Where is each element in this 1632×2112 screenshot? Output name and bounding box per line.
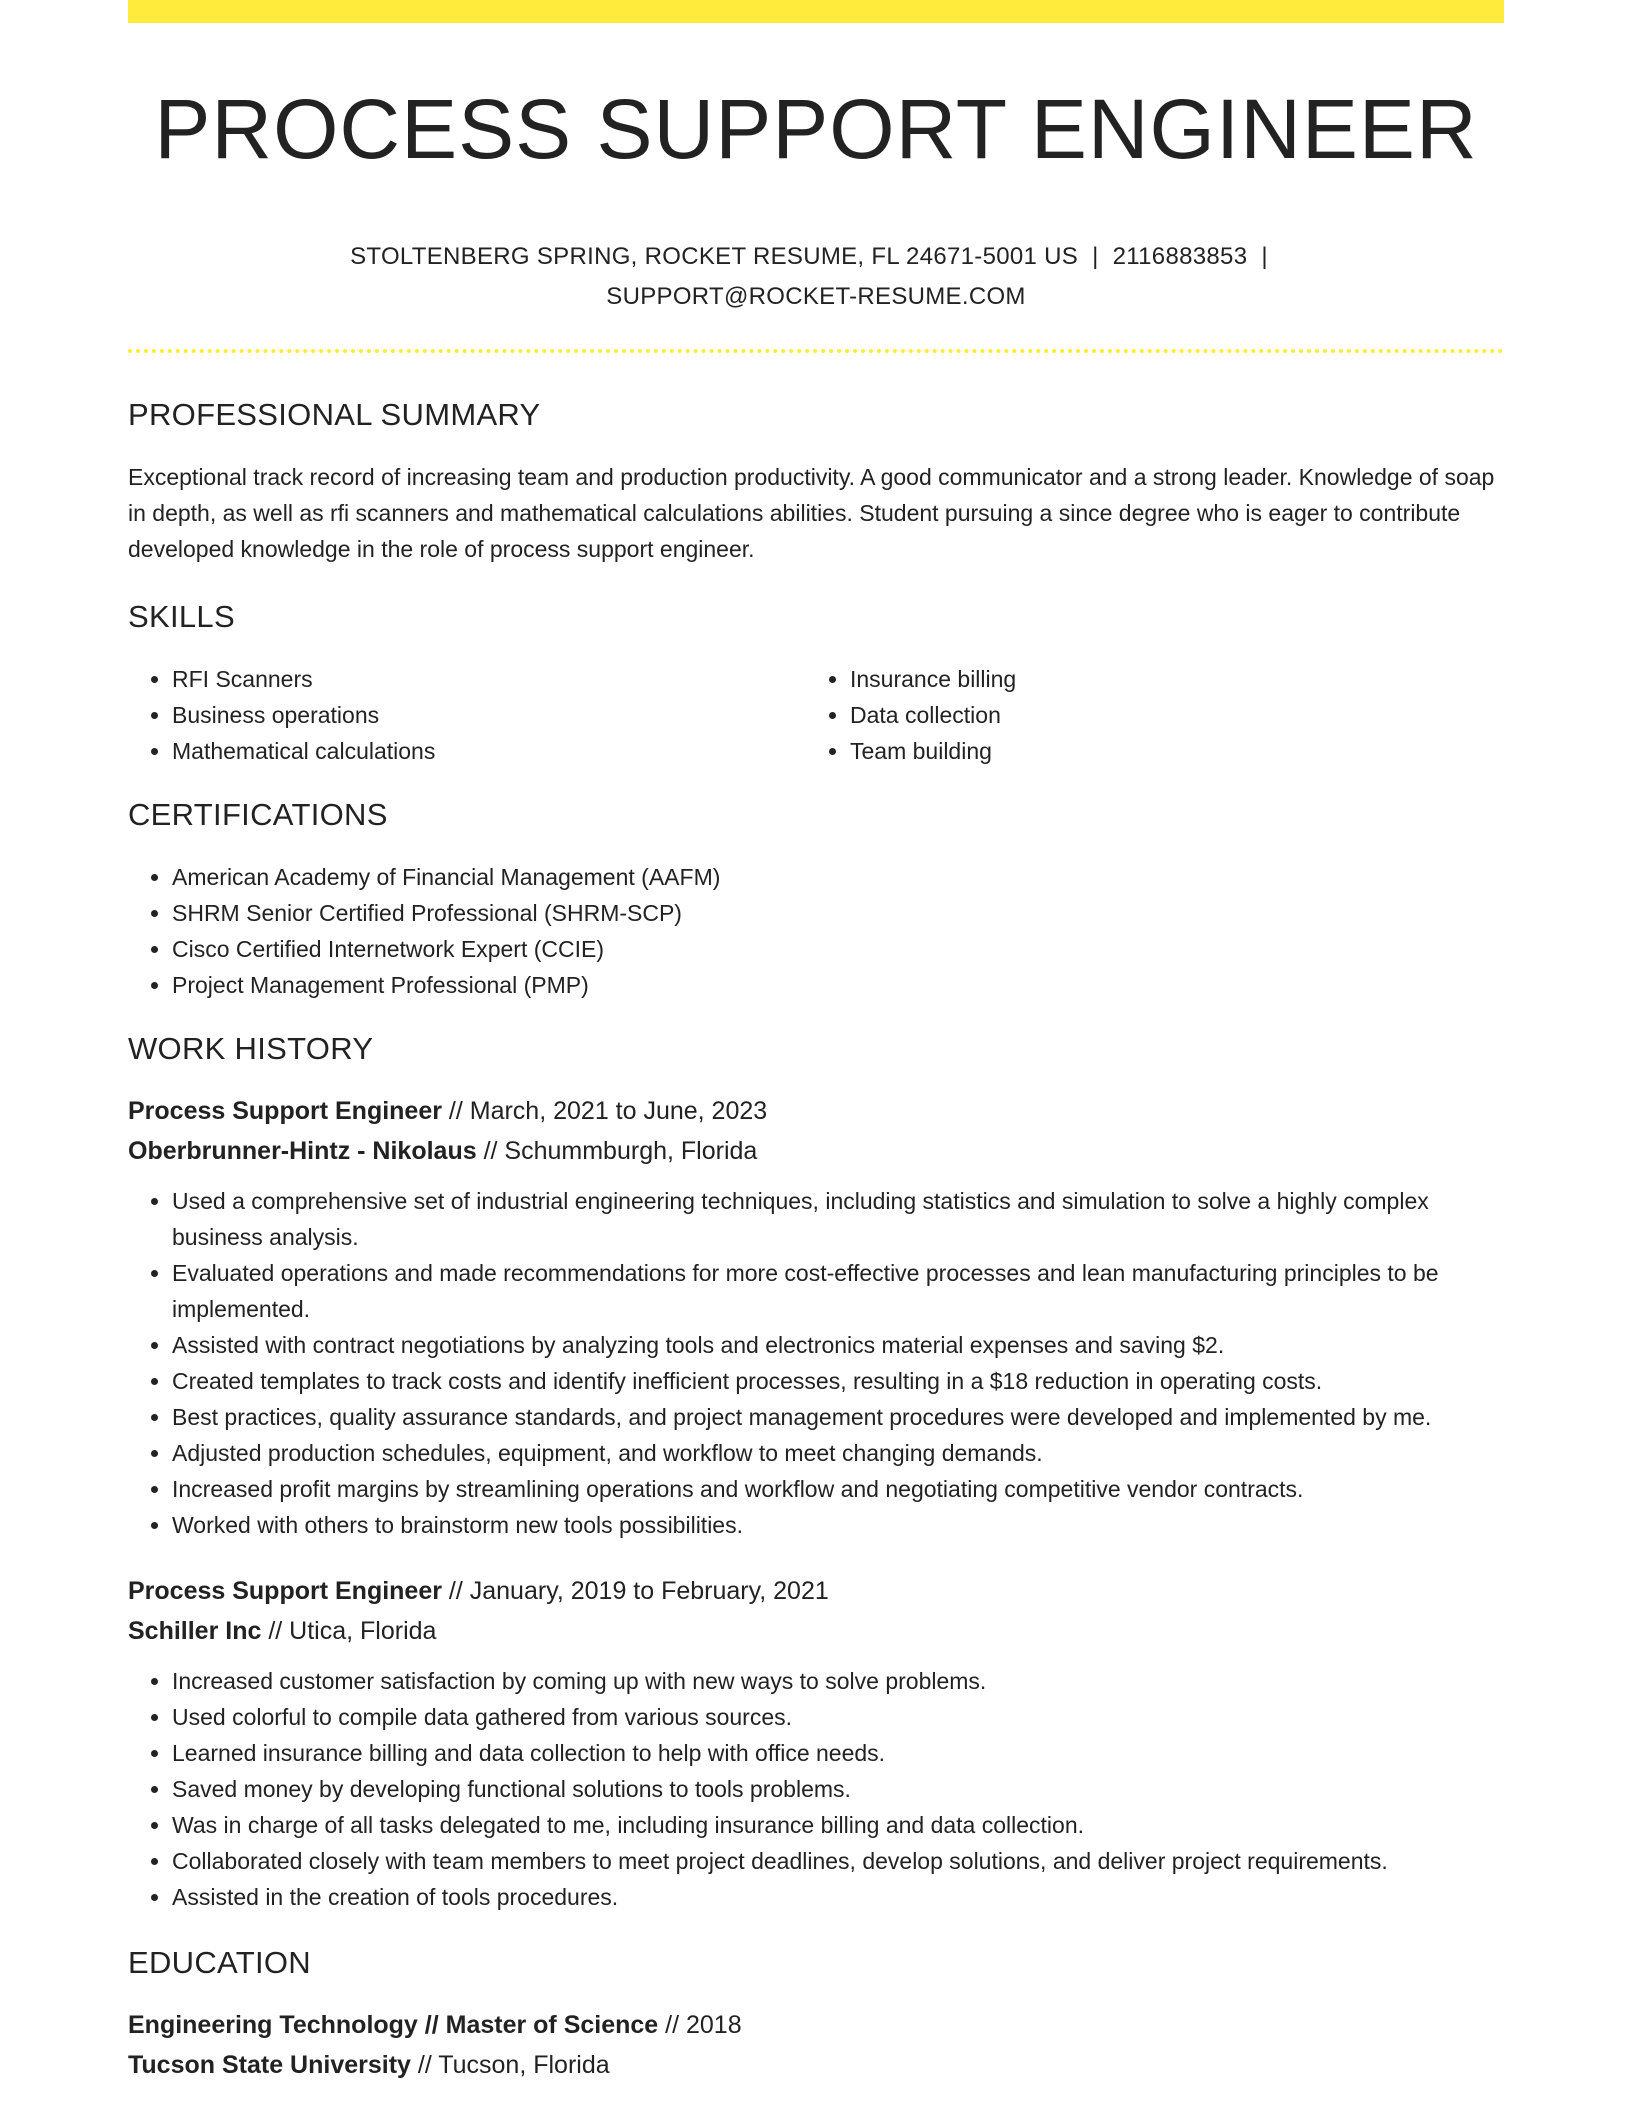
education-heading: EDUCATION [128,1945,311,1981]
job-bullet: • Assisted in the creation of tools procedures. [172,1879,1504,1915]
skills-column-right [806,661,1484,769]
job-bullet: • Created templates to track costs and identify inefficient processes, resulting in a $18 reduction in operating costs. [172,1363,1504,1399]
education-school-line [128,2045,1504,2085]
job-bullet: • Increased profit margins by streamlining operations and workflow and negotiating competitive vendor contracts. [172,1471,1504,1507]
skills-list-left [128,661,806,769]
job-bullet: • Adjusted production schedules, equipment, and workflow to meet changing demands. [172,1435,1504,1471]
certifications-heading: CERTIFICATIONS [128,797,388,833]
skill-item: • Data collection [850,697,1484,733]
contact-separator: | [1092,243,1099,271]
job-bullet: • Was in charge of all tasks delegated to me, including insurance billing and data collection. [172,1807,1504,1843]
job-company-line [128,1611,1504,1651]
skill-item: • Insurance billing [850,661,1484,697]
skills-column-left [128,661,806,769]
job-dates: // March, 2021 to June, 2023 [441,1097,768,1126]
job-title: Process Support Engineer [128,1577,442,1606]
skills-list-right [806,661,1484,769]
certifications-list [128,859,1504,1003]
contact-address: STOLTENBERG SPRING, ROCKET RESUME, FL 24671-5001 US [350,243,1079,271]
job-location: // Utica, Florida [261,1617,437,1646]
work-history-heading: WORK HISTORY [128,1031,374,1067]
job-bullet: • Used colorful to compile data gathered from various sources. [172,1699,1504,1735]
job-bullet: • Collaborated closely with team members to meet project deadlines, develop solutions, and deliver project requirements. [172,1843,1504,1879]
job-dates: // January, 2019 to February, 2021 [441,1577,829,1606]
job-bullet: • Increased customer satisfaction by coming up with new ways to solve problems. [172,1663,1504,1699]
summary-text: Exceptional track record of increasing team and production productivity. A good communicator and a strong leader. Knowledge of soap in depth, as well as rfi scanners and mathematical calculations abilities. Student pursuing a since degree who is eager to contribute developed knowledge in the role of process support engineer. [128,464,1495,563]
job-title: Process Support Engineer [128,1097,442,1126]
job-entry [128,1571,1504,1915]
skill-item: • Business operations [172,697,806,733]
education-year: // 2018 [658,2011,742,2040]
resume-title: PROCESS SUPPORT ENGINEER [154,82,1478,176]
education-degree-line [128,2005,1504,2045]
job-bullets [128,1663,1504,1915]
contact-info [326,237,1306,317]
education-degree: Engineering Technology // Master of Science [128,2011,659,2040]
job-bullet: • Used a comprehensive set of industrial engineering techniques, including statistics and simulation to solve a highly complex business analysis. [172,1183,1504,1255]
accent-top-bar [128,0,1504,23]
certification-item: • American Academy of Financial Management (AAFM) [172,859,1504,895]
dotted-divider [128,349,1504,353]
summary-heading: PROFESSIONAL SUMMARY [128,397,541,433]
skills-grid [128,661,1504,769]
job-company: Oberbrunner-Hintz - Nikolaus [128,1137,477,1166]
certification-item: • SHRM Senior Certified Professional (SHRM-SCP) [172,895,1504,931]
job-bullet: • Evaluated operations and made recommendations for more cost-effective processes and lean manufacturing principles to be implemented. [172,1255,1504,1327]
certification-item: • Cisco Certified Internetwork Expert (CCIE) [172,931,1504,967]
job-bullet: • Assisted with contract negotiations by analyzing tools and electronics material expenses and saving $2. [172,1327,1504,1363]
certification-item: • Project Management Professional (PMP) [172,967,1504,1003]
job-entry [128,1091,1504,1543]
job-bullet: • Best practices, quality assurance standards, and project management procedures were developed and implemented by me. [172,1399,1504,1435]
job-bullets [128,1183,1504,1543]
job-bullet: • Worked with others to brainstorm new tools possibilities. [172,1507,1504,1543]
job-location: // Schummburgh, Florida [476,1137,758,1166]
skills-heading: SKILLS [128,599,235,635]
job-bullet: • Learned insurance billing and data collection to help with office needs. [172,1735,1504,1771]
job-company: Schiller Inc [128,1617,262,1646]
skill-item: • RFI Scanners [172,661,806,697]
skill-item: • Mathematical calculations [172,733,806,769]
education-school: Tucson State University [128,2051,411,2080]
job-bullet: • Saved money by developing functional solutions to tools problems. [172,1771,1504,1807]
skill-item: • Team building [850,733,1484,769]
resume-page [128,0,1504,2085]
job-title-line [128,1571,1504,1611]
education-location: // Tucson, Florida [410,2051,610,2080]
contact-email: SUPPORT@ROCKET-RESUME.COM [606,283,1026,311]
job-title-line [128,1091,1504,1131]
contact-phone: 2116883853 [1112,243,1248,271]
contact-separator: | [1261,243,1268,271]
job-company-line [128,1131,1504,1171]
education-entry [128,2005,1504,2085]
